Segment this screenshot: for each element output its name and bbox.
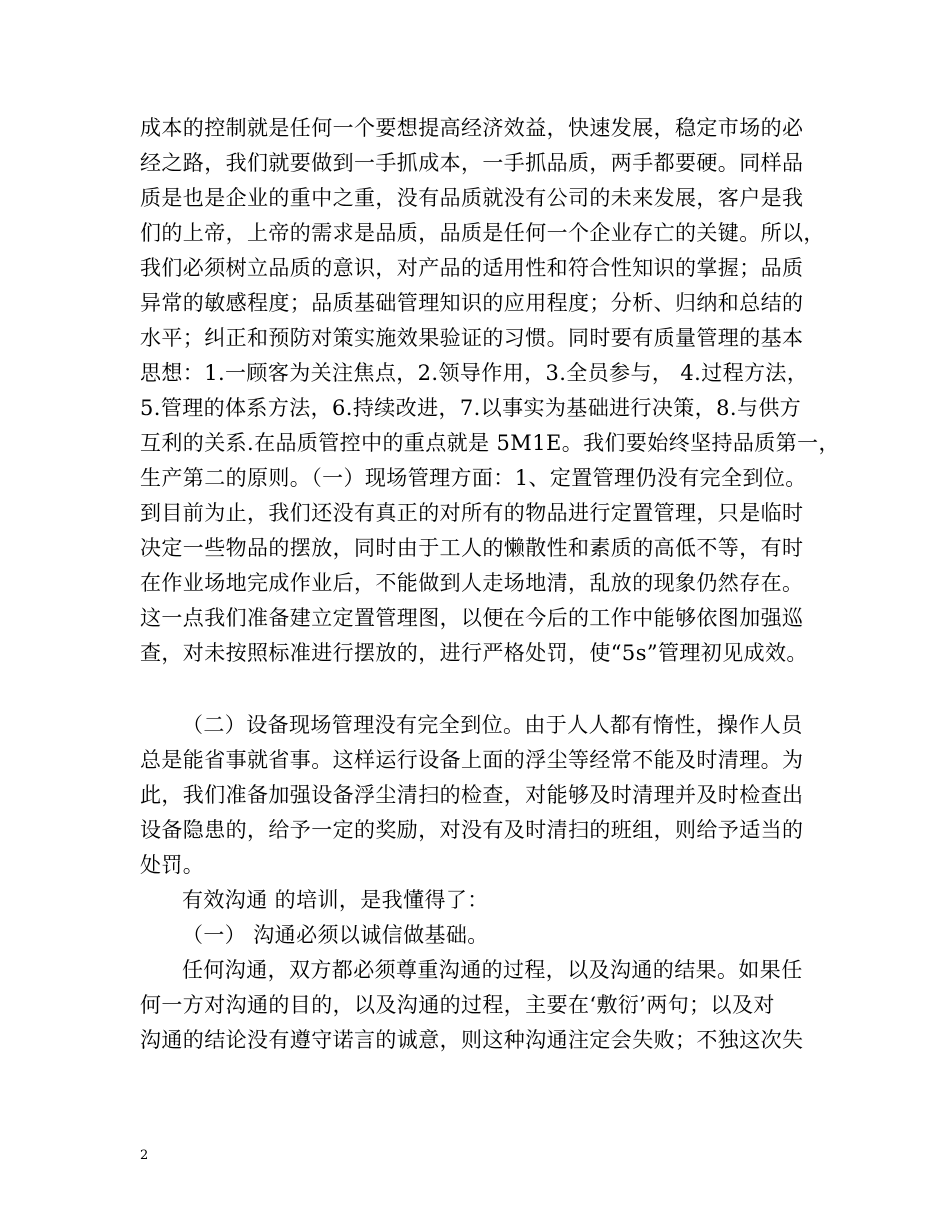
- body-text-line: 此，我们准备加强设备浮尘清扫的检查，对能够及时清理并及时检查出: [140, 783, 804, 807]
- body-text-line: 查，对未按照标准进行摆放的，进行严格处罚，使“5s”管理初见成效。: [140, 641, 808, 665]
- page-number: 2: [140, 1148, 149, 1163]
- body-text-line: 互利的关系.在品质管控中的重点就是 5M1E。我们要始终坚持品质第一，: [140, 431, 840, 455]
- body-text-line: 们的上帝，上帝的需求是品质，品质是任何一个企业存亡的关键。所以，: [140, 221, 825, 245]
- body-text-line: 任何沟通，双方都必须尊重沟通的过程，以及沟通的结果。如果任: [182, 958, 803, 982]
- body-text-line: 生产第二的原则。（一）现场管理方面：1、定置管理仍没有完全到位。: [140, 466, 807, 490]
- body-text-line: 总是能省事就省事。这样运行设备上面的浮尘等经常不能及时清理。为: [140, 748, 804, 772]
- body-text-line: 何一方对沟通的目的，以及沟通的过程，主要在‘敷衍’两句；以及对: [140, 993, 775, 1017]
- body-text-line: 这一点我们准备建立定置管理图，以便在今后的工作中能够依图加强巡: [140, 606, 804, 630]
- body-text-line: 处罚。: [140, 853, 205, 877]
- body-text-line: 我们必须树立品质的意识，对产品的适用性和符合性知识的掌握；品质: [140, 256, 804, 280]
- body-text-line: 思想：1.一顾客为关注焦点，2.领导作用，3.全员参与， 4.过程方法，: [140, 361, 809, 385]
- body-text-line: 水平；纠正和预防对策实施效果验证的习惯。同时要有质量管理的基本: [140, 326, 804, 350]
- body-text-line: 经之路，我们就要做到一手抓成本，一手抓品质，两手都要硬。同样品: [140, 151, 804, 175]
- body-text-line: 决定一些物品的摆放，同时由于工人的懒散性和素质的高低不等，有时: [140, 536, 804, 560]
- body-text-line: 到目前为止，我们还没有真正的对所有的物品进行定置管理，只是临时: [140, 501, 804, 525]
- body-text-line: 5.管理的体系方法，6.持续改进，7.以事实为基础进行决策，8.与供方: [140, 396, 802, 420]
- section-heading: （一） 沟通必须以诚信做基础。: [182, 923, 489, 947]
- body-text-line: 沟通的结论没有遵守诺言的诚意，则这种沟通注定会失败；不独这次失: [140, 1028, 804, 1052]
- body-text-line: （二）设备现场管理没有完全到位。由于人人都有惰性，操作人员: [182, 713, 803, 737]
- body-text-line: 在作业场地完成作业后，不能做到人走场地清，乱放的现象仍然存在。: [140, 571, 804, 595]
- body-text-line: 有效沟通 的培训，是我懂得了：: [182, 888, 489, 912]
- body-text-line: 异常的敏感程度；品质基础管理知识的应用程度；分析、归纳和总结的: [140, 291, 804, 315]
- body-text-line: 成本的控制就是任何一个要想提高经济效益，快速发展，稳定市场的必: [140, 116, 804, 140]
- body-text-line: 设备隐患的，给予一定的奖励，对没有及时清扫的班组，则给予适当的: [140, 818, 804, 842]
- body-text-line: 质是也是企业的重中之重，没有品质就没有公司的未来发展，客户是我: [140, 186, 804, 210]
